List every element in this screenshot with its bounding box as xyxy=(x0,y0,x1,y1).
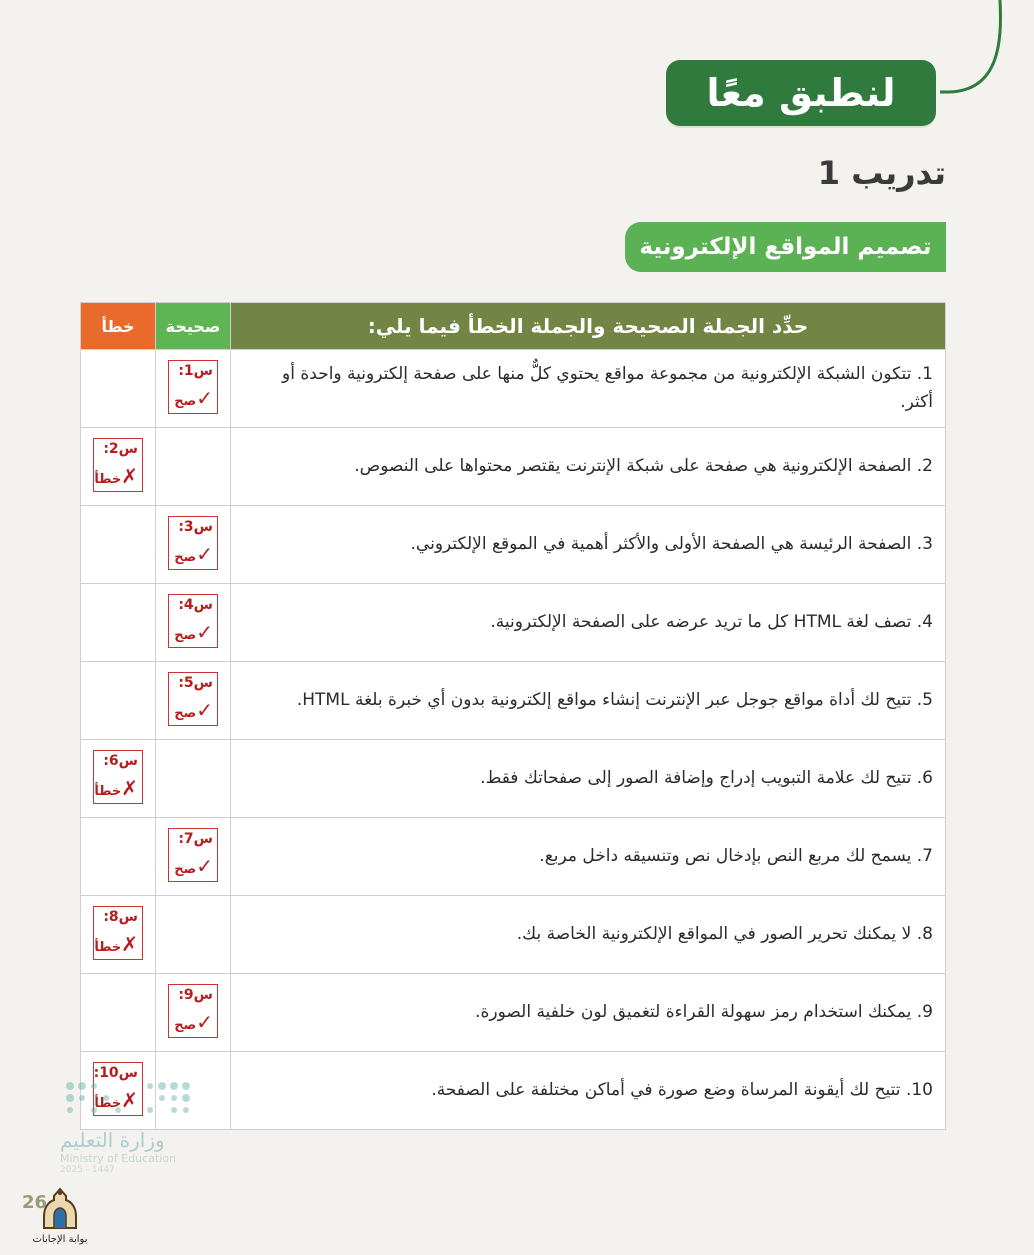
true-answer-cell[interactable] xyxy=(156,740,231,818)
answer-label: خطأ xyxy=(94,939,122,955)
false-answer-cell[interactable] xyxy=(81,974,156,1052)
answer-label: صح xyxy=(174,549,197,565)
statement-text: 9. يمكنك استخدام رمز سهولة القراءة لتغميق لون خلفية الصورة. xyxy=(231,974,946,1052)
false-answer-cell[interactable] xyxy=(81,662,156,740)
cross-icon: ✗ xyxy=(121,1087,138,1112)
answer-label: صح xyxy=(174,861,197,877)
true-answer-cell[interactable] xyxy=(156,506,231,584)
false-answer-cell[interactable] xyxy=(81,428,156,506)
question-number: س5: xyxy=(178,674,213,691)
true-answer-cell[interactable] xyxy=(156,584,231,662)
cross-icon: ✗ xyxy=(121,931,138,956)
question-number: س1: xyxy=(178,362,213,379)
lesson-banner: لنطبق معًا xyxy=(666,60,936,126)
check-icon: ✓ xyxy=(196,385,213,410)
statement-text: 3. الصفحة الرئيسة هي الصفحة الأولى والأكثر أهمية في الموقع الإلكتروني. xyxy=(231,506,946,584)
question-number: س3: xyxy=(178,518,213,535)
statement-text: 5. تتيح لك أداة مواقع جوجل عبر الإنترنت إنشاء مواقع إلكترونية بدون أي خبرة بلغة HTML. xyxy=(231,662,946,740)
statement-text: 7. يسمح لك مربع النص بإدخال نص وتنسيقه داخل مربع. xyxy=(231,818,946,896)
answer-label-wrap xyxy=(174,542,213,566)
table-row xyxy=(81,896,946,974)
cross-icon: ✗ xyxy=(121,463,138,488)
false-answer-cell[interactable] xyxy=(81,896,156,974)
check-icon: ✓ xyxy=(196,853,213,878)
answer-stamp xyxy=(168,594,218,648)
table-row xyxy=(81,662,946,740)
question-number: س4: xyxy=(178,596,213,613)
ministry-logo xyxy=(60,1078,220,1175)
answer-label-wrap xyxy=(174,698,213,722)
question-number: س7: xyxy=(178,830,213,847)
statement-text: 2. الصفحة الإلكترونية هي صفحة على شبكة الإنترنت يقتصر محتواها على النصوص. xyxy=(231,428,946,506)
page-number: 26 xyxy=(22,1192,48,1213)
true-answer-cell[interactable] xyxy=(156,662,231,740)
check-icon: ✓ xyxy=(196,619,213,644)
statement-text: 1. تتكون الشبكة الإلكترونية من مجموعة مواقع يحتوي كلٌّ منها على صفحة إلكترونية واحدة أو أكثر. xyxy=(231,350,946,428)
answer-label: صح xyxy=(174,1017,197,1033)
answer-label: خطأ xyxy=(94,783,122,799)
true-column-header: صحيحة xyxy=(156,303,231,350)
ministry-name-en: Ministry of Education xyxy=(60,1152,177,1165)
statement-text: 10. تتيح لك أيقونة المرساة وضع صورة في أماكن مختلفة على الصفحة. xyxy=(231,1052,946,1130)
true-answer-cell[interactable] xyxy=(156,818,231,896)
true-answer-cell[interactable] xyxy=(156,974,231,1052)
check-icon: ✓ xyxy=(196,697,213,722)
table-row xyxy=(81,584,946,662)
section-title: تدريب 1 xyxy=(817,154,946,192)
false-answer-cell[interactable] xyxy=(81,506,156,584)
table-row xyxy=(81,506,946,584)
cross-icon: ✗ xyxy=(121,775,138,800)
portal-label: بوابة الإجابات xyxy=(32,1234,88,1245)
false-answer-cell[interactable] xyxy=(81,740,156,818)
answer-label: خطأ xyxy=(94,471,122,487)
instruction-header: حدِّد الجملة الصحيحة والجملة الخطأ فيما يلي: xyxy=(231,303,946,350)
table-header-row xyxy=(81,303,946,350)
table-row xyxy=(81,350,946,428)
answer-label-wrap xyxy=(174,386,213,410)
answer-label-wrap xyxy=(94,776,138,800)
answer-stamp xyxy=(168,984,218,1038)
answer-label: صح xyxy=(174,393,197,409)
statement-text: 6. تتيح لك علامة التبويب إدراج وإضافة الصور إلى صفحاتك فقط. xyxy=(231,740,946,818)
ministry-dots-icon xyxy=(60,1078,200,1122)
false-answer-cell[interactable] xyxy=(81,584,156,662)
question-number: س10: xyxy=(93,1064,138,1081)
answer-stamp xyxy=(168,360,218,414)
ministry-name-ar: وزارة التعليم xyxy=(60,1128,165,1152)
false-answer-cell[interactable] xyxy=(81,350,156,428)
false-column-header: خطأ xyxy=(81,303,156,350)
answer-label-wrap xyxy=(174,1010,213,1034)
table-row xyxy=(81,818,946,896)
table-row xyxy=(81,740,946,818)
table-row xyxy=(81,974,946,1052)
false-answer-cell[interactable] xyxy=(81,818,156,896)
answer-label: صح xyxy=(174,627,197,643)
topic-tag: تصميم المواقع الإلكترونية xyxy=(625,222,946,272)
answer-stamp xyxy=(168,828,218,882)
question-number: س2: xyxy=(103,440,138,457)
answer-stamp xyxy=(93,750,143,804)
question-number: س6: xyxy=(103,752,138,769)
answer-label-wrap xyxy=(94,464,138,488)
table-body xyxy=(81,350,946,1130)
answer-label-wrap xyxy=(174,620,213,644)
answers-portal-logo xyxy=(20,1186,100,1245)
answer-label-wrap xyxy=(174,854,213,878)
table-row xyxy=(81,428,946,506)
answer-label: صح xyxy=(174,705,197,721)
true-answer-cell[interactable] xyxy=(156,350,231,428)
question-number: س8: xyxy=(103,908,138,925)
true-answer-cell[interactable] xyxy=(156,428,231,506)
answer-stamp xyxy=(93,906,143,960)
mosque-icon xyxy=(38,1186,82,1230)
answer-label: خطأ xyxy=(94,1095,122,1111)
question-number: س9: xyxy=(178,986,213,1003)
true-answer-cell[interactable] xyxy=(156,896,231,974)
ministry-year: 2025 - 1447 xyxy=(60,1165,115,1175)
statement-text: 8. لا يمكنك تحرير الصور في المواقع الإلكترونية الخاصة بك. xyxy=(231,896,946,974)
check-icon: ✓ xyxy=(196,541,213,566)
check-icon: ✓ xyxy=(196,1009,213,1034)
statement-text: 4. تصف لغة HTML كل ما تريد عرضه على الصفحة الإلكترونية. xyxy=(231,584,946,662)
answer-label-wrap xyxy=(94,932,138,956)
answer-stamp xyxy=(168,672,218,726)
answer-stamp xyxy=(168,516,218,570)
true-false-table xyxy=(80,302,946,1130)
answer-stamp xyxy=(93,438,143,492)
